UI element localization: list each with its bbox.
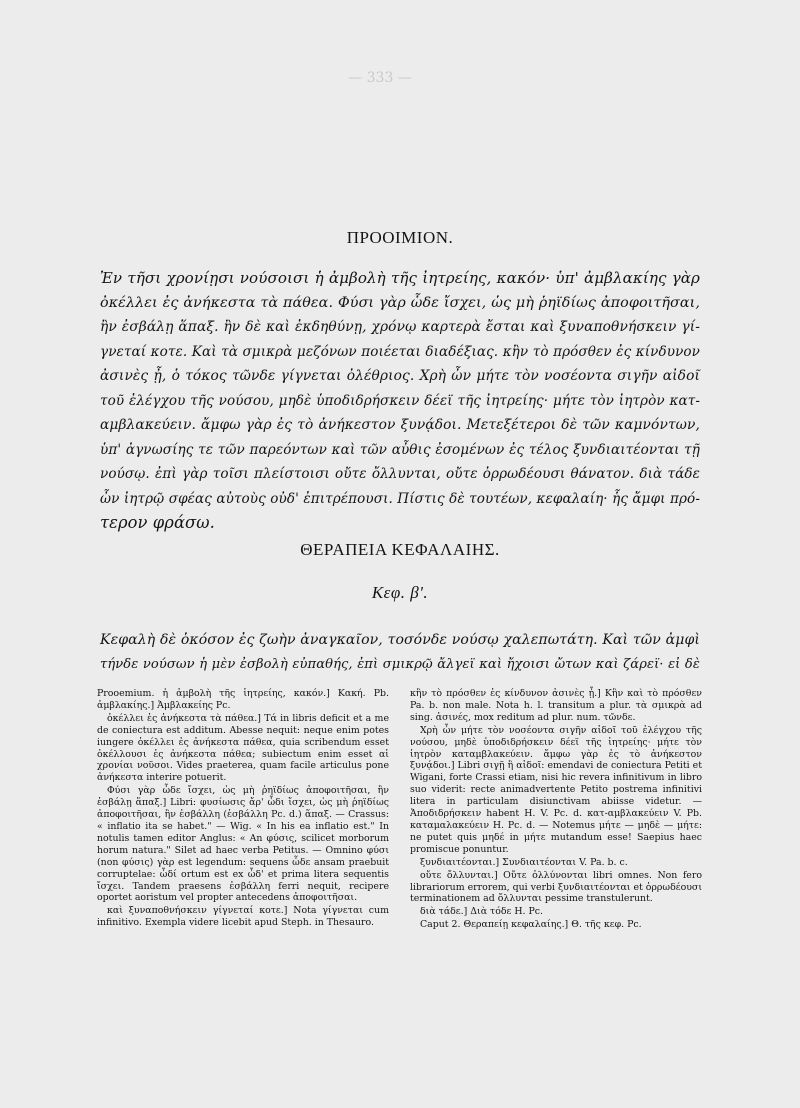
text-line: τερον φράσω. (100, 513, 215, 532)
text-line: Κεφαλὴ δὲ ὁκόσον ἐς ζωὴν ἀναγκαῖον, τοσόνδε νούσῳ χαλεπωτάτη. Καὶ τῶν ἀμφὶ (100, 632, 700, 648)
footnote: Φύσι γὰρ ὧδε ἴσχει, ὡς μὴ ῥηϊδίως ἀποφοιτῆσαι, ἢν ἐσβάλῃ ἅπαξ.] Libri: φυσίωσις ἄρ' ὧδι ἴσχει, ὡς μὴ ῥηϊδίως ἀποφοιτῆσαι, ἢν ἐσβάλλη (ἐσβάλλη Pc. d.) ἅπαξ. — Crassus: « inflatio ita se habet." — Wig. « In his ea inflatio est." In notulis tamen editor Anglus: « An φύσις, scilicet morborum horum natura." Silet ad haec verba Petitus. — Omnino φύσι (non φύσις) γὰρ est legendum: sequens ὧδε ansam praebuit corruptelae: ὧδί ortum est ex ὧδ' et prima litera sequentis ἴσχει. Tandem praesens ἐσβάλλη ferri nequit, recipere oportet aoristum vel propter antecedens ἀποφοιτῆσαι. (97, 785, 389, 904)
text-line: ὀκέλλει ἐς ἀνήκεστα τὰ πάθεα. Φύσι γὰρ ὧδε ἴσχει, ὡς μὴ ῥηϊδίως ἀποφοιτῆσαι, (100, 294, 700, 311)
section-title-therapeia: ΘΕΡΑΠΕΙΑ ΚΕΦΑΛΑΙΗΣ. (300, 540, 500, 559)
chapter-greek-text (100, 628, 700, 677)
chapter-heading: Κεφ. β'. (371, 583, 429, 602)
footnote: Prooemium. ἡ ἀμβολὴ τῆς ἰητρείης, κακόν.] Κακή. Pb. ἀμβλακίης.] Ἀμβλακείης Pc. (97, 688, 389, 711)
section-title-prooemium: ΠΡΟΟΙΜΙΟΝ. (346, 228, 454, 247)
ghost-page-number: — 333 — (348, 70, 412, 86)
footnote: διὰ τάδε.] Διὰ τόδε H. Pc. (420, 906, 544, 918)
text-line: νούσῳ. ἐπὶ γὰρ τοῖσι πλείστοισι οὔτε ὄλλυνται, οὔτε ὀρρωδέουσι θάνατον. διὰ τάδε (100, 466, 700, 482)
footnote: ὀκέλλει ἐς ἀνήκεστα τὰ πάθεα.] Τά in libris deficit et a me de coniectura est additum. Abesse nequit: neque enim potes iungere ὀκέλλει ἐς ἀνήκεστα πάθεα, quia scribendum esset ὀκέλλουσι ἐς ἀνήκεστα πάθεα; subiectum enim esset αἱ χρονίαι νοῦσοι. Vides praeterea, quam facile articulus pone ἀνήκεστα interire potuerit. (97, 712, 389, 784)
text-line: ὑπ' ἀγνωσίης τε τῶν παρεόντων καὶ τῶν αὖθις ἐσομένων ἐς τέλος ξυνδιαιτέονται τῇ (100, 441, 700, 458)
footnote: καὶ ξυναποθνήσκειν γίγνεταί κοτε.] Nota γίγνεται cum infinitivo. Exempla videre licebit apud Steph. in Thesauro. (97, 905, 389, 929)
text-line: αμβλακεύειν. ἄμφω γὰρ ἐς τὸ ἀνήκεστον ξυνᾴδοι. Μετεξέτεροι δὲ τῶν καμνόντων, (100, 417, 700, 433)
footnote: Caput 2. Θεραπείῃ κεφαλαίης.] Θ. τῆς κεφ. Pc. (420, 919, 642, 931)
main-greek-text (100, 266, 700, 536)
text-line: γνεταί κοτε. Καὶ τὰ σμικρὰ μεζόνων ποιέεται διαδέξιας. κἢν τὸ πρόσθεν ἐς κίνδυνον (100, 343, 700, 360)
text-line: τήνδε νούσων ἡ μὲν ἐσβολὴ εὐπαθής, ἐπὶ σμικρῷ ἄλγεϊ καὶ ἤχοισι ὤτων καὶ ζάρεϊ· εἰ δὲ (100, 656, 700, 672)
text-line: ἀσινὲς ᾖ, ὁ τόκος τῶνδε γίγνεται ὀλέθριος. Χρὴ ὦν μήτε τὸν νοσέοντα σιγῆν αἰδοῖ (100, 368, 700, 384)
footnotes-right-column (410, 688, 702, 932)
footnote: κἢν τὸ πρόσθεν ἐς κίνδυνον ἀσινὲς ᾖ.] Κἢν καὶ τὸ πρόσθεν Pa. b. non male. Nota h. l. transitum a plur. τὰ σμικρὰ ad sing. ἀσινές, mox reditum ad plur. num. τῶνδε. (410, 688, 702, 723)
footnote: ξυνδιαιτέονται.] Συνδιαιτέονται V. Pa. b. c. (420, 856, 628, 868)
text-line: τοῦ ἐλέγχου τῆς νούσου, μηδὲ ὑποδιδρήσκειν δέεϊ τῆς ἰητρείης· μήτε τὸν ἰητρὸν κατ- (100, 392, 700, 409)
text-line: ὦν ἰητρῷ σφέας αὐτοὺς οὐδ' ἐπιτρέπουσι. Πίστις δὲ τουτέων, κεφαλαίη· ἧς ἄμφι πρό- (100, 490, 700, 507)
footnotes-left-column (97, 688, 389, 930)
text-line: Ἐν τῆσι χρονίῃσι νούσοισι ἡ ἀμβολὴ τῆς ἰητρείης, κακόν· ὑπ' ἀμβλακίης γὰρ (100, 269, 700, 287)
text-line: ἢν ἐσβάλῃ ἅπαξ. ἢν δὲ καὶ ἐκδηθύνῃ, χρόνῳ καρτερὰ ἔσται καὶ ξυναποθνήσκειν γί- (100, 319, 700, 335)
footnote: οὔτε ὄλλυνται.] Οὔτε ὀλλύνονται libri omnes. Non fero librariorum errorem, qui verbi ξυνδιαιτέονται et ὀρρωδέουσι terminationem ad ὄλλυνται pessime transtulerunt. (410, 869, 702, 905)
footnote: Χρὴ ὦν μήτε τὸν νοσέοντα σιγῆν αἰδοῖ τοῦ ἐλέγχου τῆς νούσου, μηδὲ ὑποδιδρήσκειν δέεϊ τῆς ἰητρείης· μήτε τὸν ἰητρὸν καταμβλακεύειν. ἄμφω γὰρ ἐς τὸ ἀνήκεστον ξυνᾴδοι.] Libri σιγῇ ἢ αἰδοῖ: emendavi de coniectura Petiti et Wigani, forte Crassi etiam, nisi hic revera infinitivum in libro suo viderit: recte animadvertente Petito postrema infinitivi litera in particulam disiunctivam abiisse videtur. — Ἀποδιδρήσκειν habent H. V. Pc. d. κατ-αμβλακεύειν V. Pb. καταμαλακεύειν H. Pc. d. — Notemus μήτε — μηδὲ — μήτε: ne putet quis μηδέ in μήτε mutandum esse! Saepius haec promiscue ponuntur. (410, 724, 702, 855)
